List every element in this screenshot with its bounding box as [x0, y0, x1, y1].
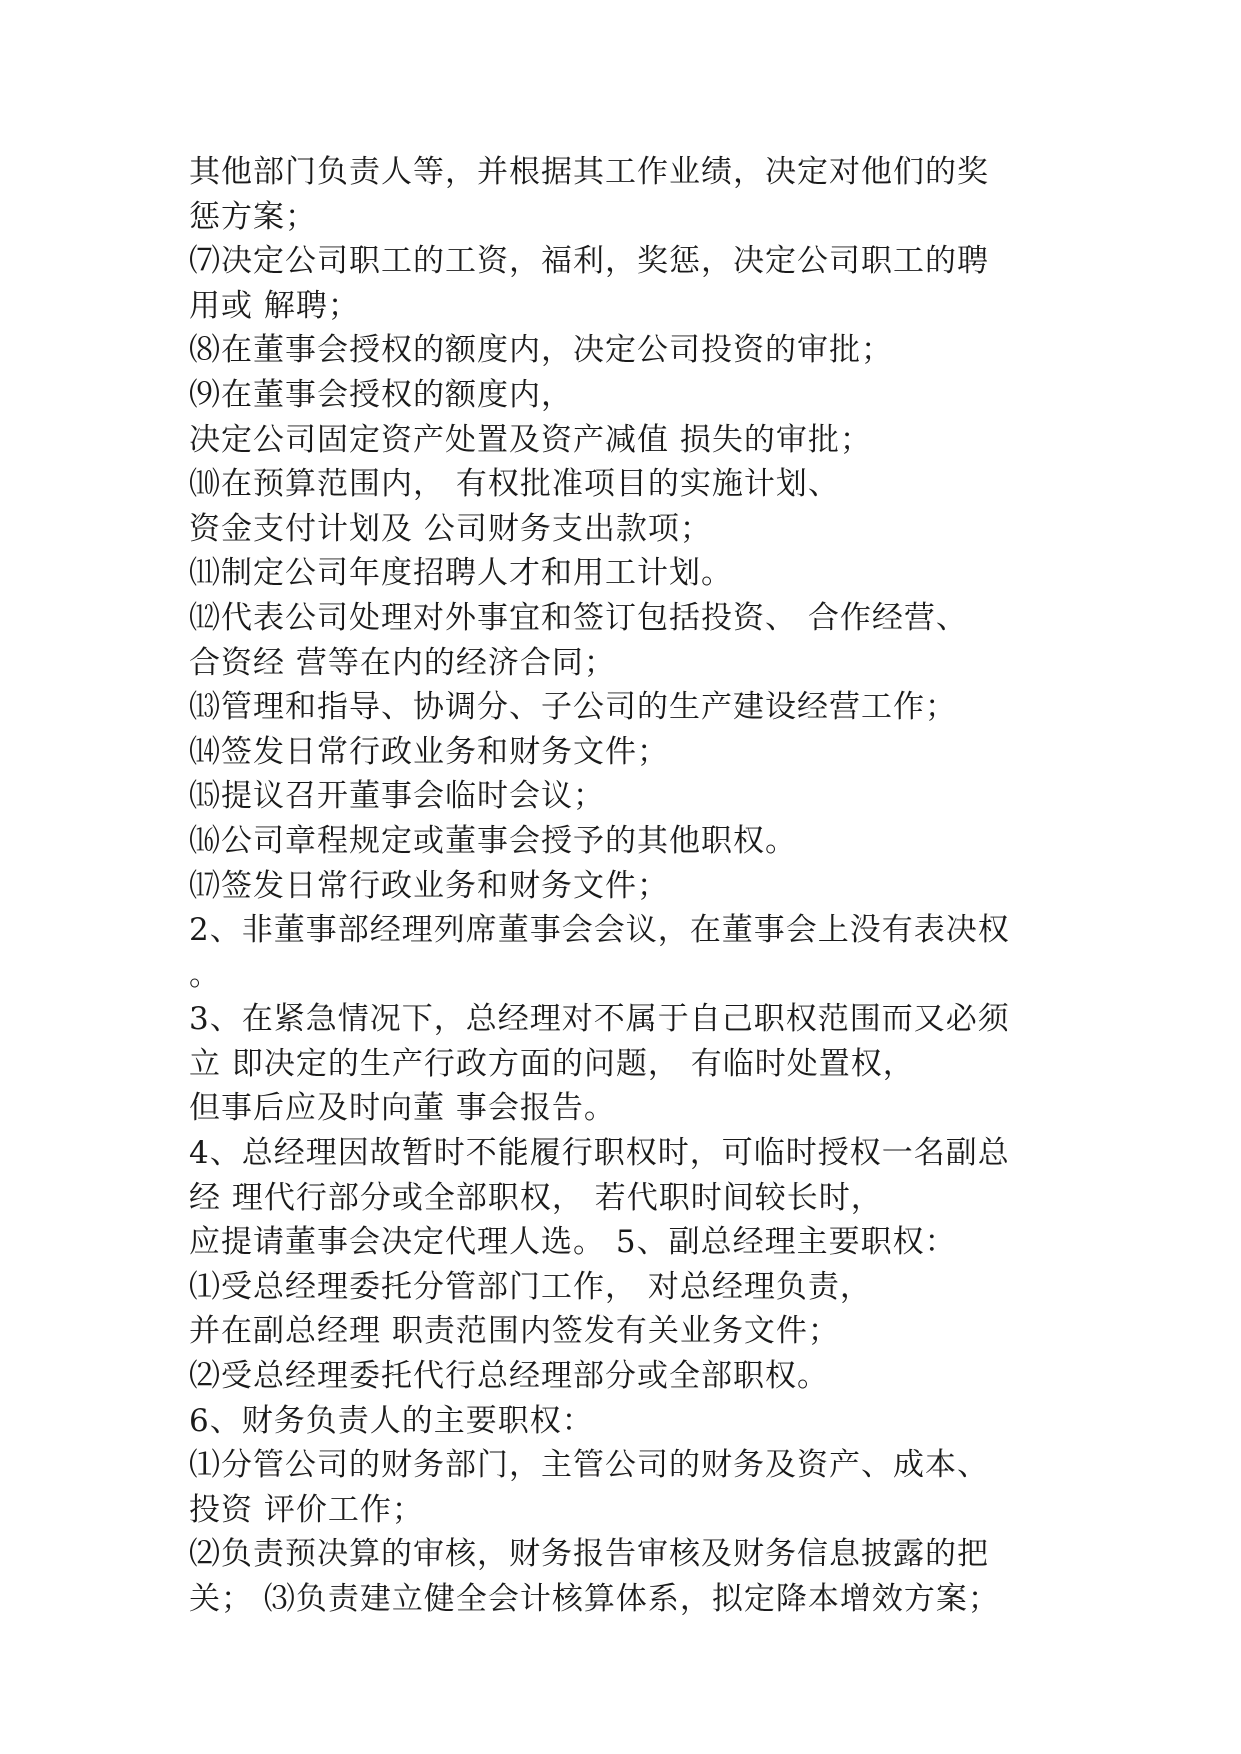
text-line: 但事后应及时向董 事会报告。: [189, 1090, 616, 1127]
text-line: ⑺决定公司职工的工资，福利，奖惩，决定公司职工的聘: [189, 243, 989, 280]
text-line: 经 理代行部分或全部职权， 若代职时间较长时，: [189, 1179, 883, 1216]
text-line: ⑽在预算范围内， 有权批准项目的实施计划、: [189, 466, 840, 503]
text-line: 。: [189, 956, 221, 993]
text-line: ⑻在董事会授权的额度内，决定公司投资的审批；: [189, 332, 893, 369]
text-line: ⑼在董事会授权的额度内，: [189, 376, 573, 413]
text-line: 关； ⑶负责建立健全会计核算体系，拟定降本增效方案；: [189, 1581, 1000, 1617]
text-line: ⑵受总经理委托代行总经理部分或全部职权。: [189, 1358, 829, 1395]
text-line: 立 即决定的生产行政方面的问题， 有临时处置权，: [189, 1045, 915, 1082]
text-line: 3、在紧急情况下，总经理对不属于自己职权范围而又必须: [189, 1001, 1010, 1038]
text-line: 用或 解聘；: [189, 287, 360, 324]
text-line: ⑴分管公司的财务部门，主管公司的财务及资产、成本、: [189, 1447, 989, 1484]
text-line: ⒄签发日常行政业务和财务文件；: [189, 867, 669, 904]
text-line: 其他部门负责人等，并根据其工作业绩，决定对他们的奖: [189, 154, 989, 190]
text-line: ⑴受总经理委托分管部门工作， 对总经理负责，: [189, 1268, 872, 1305]
text-line: 应提请董事会决定代理人选。 5、副总经理主要职权：: [189, 1224, 957, 1261]
text-line: ⑵负责预决算的审核，财务报告审核及财务信息披露的把: [189, 1536, 989, 1573]
text-line: ⑿代表公司处理对外事宜和签订包括投资、 合作经营、: [189, 599, 968, 636]
text-line: ⒁签发日常行政业务和财务文件；: [189, 733, 669, 770]
text-line: ⒀管理和指导、协调分、子公司的生产建设经营工作；: [189, 689, 957, 726]
text-line: ⒂提议召开董事会临时会议；: [189, 778, 605, 815]
text-line: 投资 评价工作；: [189, 1491, 424, 1528]
text-line: 6、财务负责人的主要职权：: [189, 1402, 594, 1439]
text-line: 合资经 营等在内的经济合同；: [189, 644, 616, 681]
body-text: [189, 150, 1069, 1622]
text-line: 并在副总经理 职责范围内签发有关业务文件；: [189, 1313, 840, 1350]
text-line: ⒃公司章程规定或董事会授予的其他职权。: [189, 822, 797, 859]
text-line: 决定公司固定资产处置及资产减值 损失的审批；: [189, 421, 872, 458]
text-line: 4、总经理因故暂时不能履行职权时，可临时授权一名副总: [189, 1135, 1010, 1172]
text-line: ⑾制定公司年度招聘人才和用工计划。: [189, 555, 733, 592]
text-line: 惩方案；: [189, 198, 317, 235]
text-line: 资金支付计划及 公司财务支出款项；: [189, 510, 712, 547]
text-line: 2、非董事部经理列席董事会会议，在董事会上没有表决权: [189, 912, 1010, 949]
